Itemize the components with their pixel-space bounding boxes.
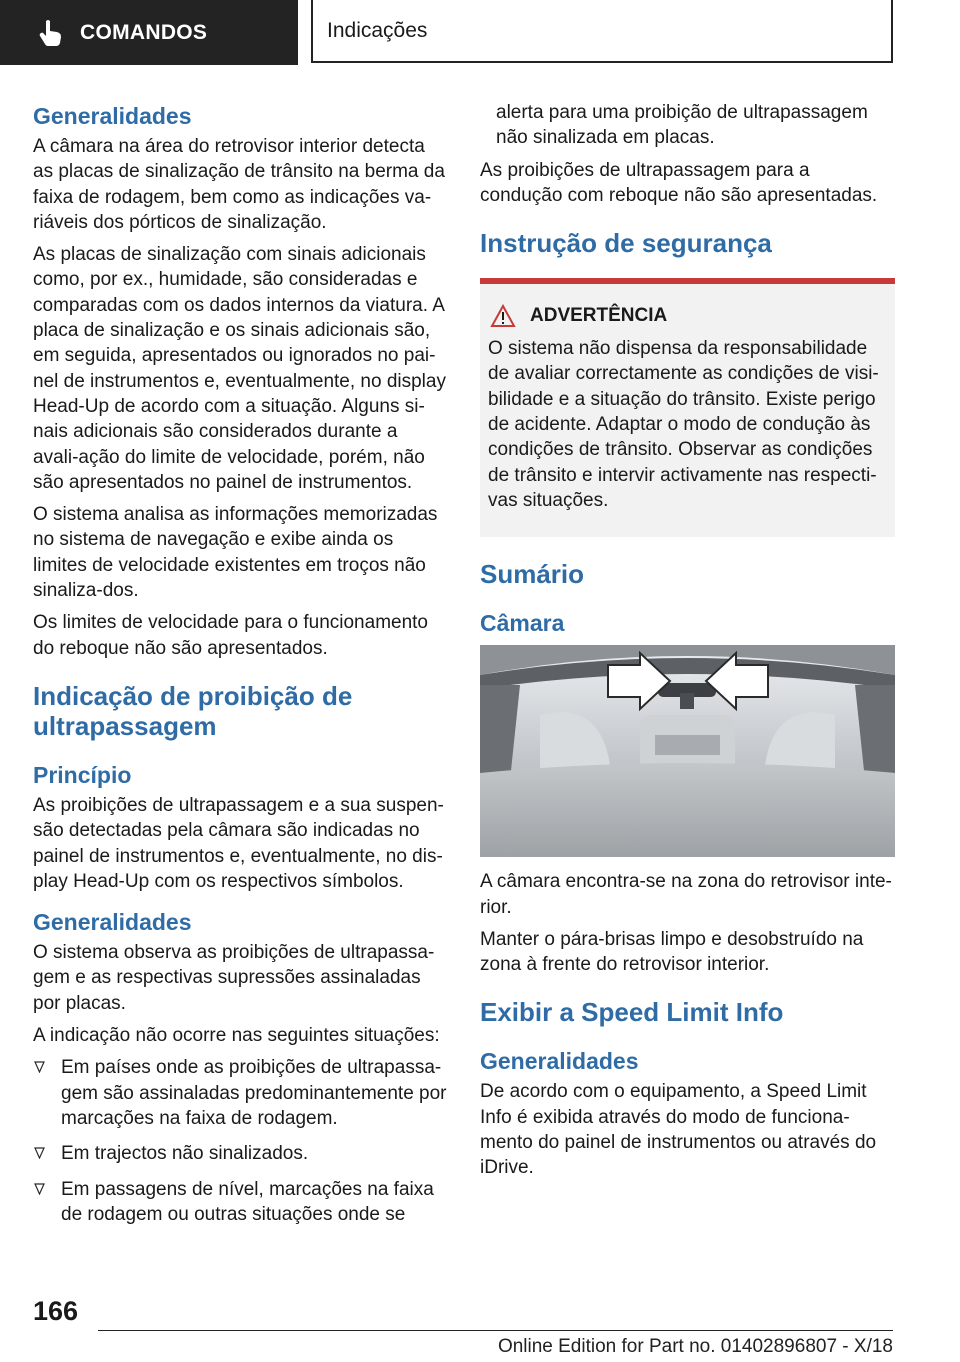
- paragraph: As proibições de ultrapassagem para a condução com reboque não são apresentadas.: [480, 159, 878, 206]
- list-item: Em países onde as proibições de ultrapassa-gem são assinaladas predominantemente por marcações na faixa de rodagem.: [33, 1055, 448, 1131]
- triangle-bullet-icon: [34, 1183, 45, 1195]
- left-column: [33, 100, 448, 1237]
- heading-generalidades: Generalidades: [33, 103, 192, 129]
- page-number: 166: [33, 1296, 79, 1326]
- heading-indicacao-proibicao: Indicação de proibição de ultrapassagem: [33, 680, 353, 741]
- triangle-bullet-icon: [34, 1147, 45, 1159]
- heading-generalidades: Generalidades: [33, 909, 192, 936]
- section-label: COMANDOS: [80, 20, 208, 44]
- heading-camara: Câmara: [480, 610, 565, 637]
- paragraph: O sistema observa as proibições de ultrapassa-gem e as respectivas supressões assinaladas por placas.: [33, 942, 435, 1014]
- paragraph: De acordo com o equipamento, a Speed Limit Info é exibida através do modo de funciona-mento do painel de instrumentos ou através do iDrive.: [480, 1081, 877, 1179]
- warning-label: ADVERTÊNCIA: [530, 305, 668, 327]
- paragraph: As placas de sinalização com sinais adicionais como, por ex., humidade, são consideradas e comparadas com os dados internos da viatura. A placa de sinalização e os sinais adicionais são, em seguida, apresentados ou ignorados no pai-nel de instrumentos e, eventualmente, no display Head-Up de acordo com a situação. Alguns si-nais adicionais são considerados durante a avali-ação do limite de velocidade, porém, não são apresentados no painel de instrumentos.: [33, 244, 446, 493]
- paragraph: Manter o pára-brisas limpo e desobstruído na zona à frente do retrovisor interior.: [480, 928, 864, 976]
- list-item: Em passagens de nível, marcações na faixa de rodagem ou outras situações onde se: [33, 1177, 448, 1228]
- paragraph: A indicação não ocorre nas seguintes situações:: [33, 1025, 440, 1047]
- edition-info: Online Edition for Part no. 01402896807 - X/18: [497, 1336, 893, 1357]
- warning-triangle-icon: [490, 304, 516, 328]
- list-item-continuation: alerta para uma proibição de ultrapassagem não sinalizada em placas.: [496, 102, 868, 149]
- list-item: Em trajectos não sinalizados.: [33, 1141, 448, 1166]
- chapter-header: [311, 0, 893, 63]
- pointing-hand-icon: [36, 18, 66, 48]
- footer-divider: [98, 1330, 893, 1331]
- heading-sumario: Sumário: [480, 559, 585, 590]
- heading-principio: Princípio: [33, 761, 132, 788]
- warning-text: O sistema não dispensa da responsabilidade de avaliar correctamente as condições de visi-bilidade e a situação do trânsito. Existe perigo de acidente. Adaptar o modo de condução às condições de trânsito. Observar as condições de trânsito e intervir activamente nas respecti-vas situações.: [488, 338, 879, 511]
- right-column: [480, 100, 895, 1188]
- warning-header: [488, 304, 887, 328]
- heading-instrucao-seguranca: Instrução de segurança: [480, 228, 772, 259]
- heading-exibir-speed-limit: Exibir a Speed Limit Info: [480, 997, 784, 1028]
- paragraph: A câmara encontra-se na zona do retrovisor inte-rior.: [480, 871, 892, 918]
- camera-location-image: [480, 645, 895, 857]
- paragraph: O sistema analisa as informações memorizadas no sistema de navegação e exibe ainda os limites de velocidade existentes em troços não sinaliza-dos.: [33, 504, 438, 602]
- paragraph: As proibições de ultrapassagem e a sua suspen-são detectadas pela câmara são indicadas no painel de instrumentos e, eventualmente, no dis-play Head-Up com os respectivos símbolos.: [33, 794, 444, 892]
- chapter-label: Indicações: [327, 18, 428, 42]
- section-tab: [0, 0, 298, 65]
- heading-generalidades: Generalidades: [480, 1048, 639, 1075]
- paragraph: A câmara na área do retrovisor interior detecta as placas de sinalização de trânsito na berma da faixa de rodagem, bem como as indicações va-riáveis dos pórticos de sinalização.: [33, 136, 445, 233]
- paragraph: Os limites de velocidade para o funcionamento do reboque não são apresentados.: [33, 612, 429, 659]
- bullet-list: [33, 1055, 448, 1227]
- warning-box: [480, 278, 895, 537]
- triangle-bullet-icon: [34, 1061, 45, 1073]
